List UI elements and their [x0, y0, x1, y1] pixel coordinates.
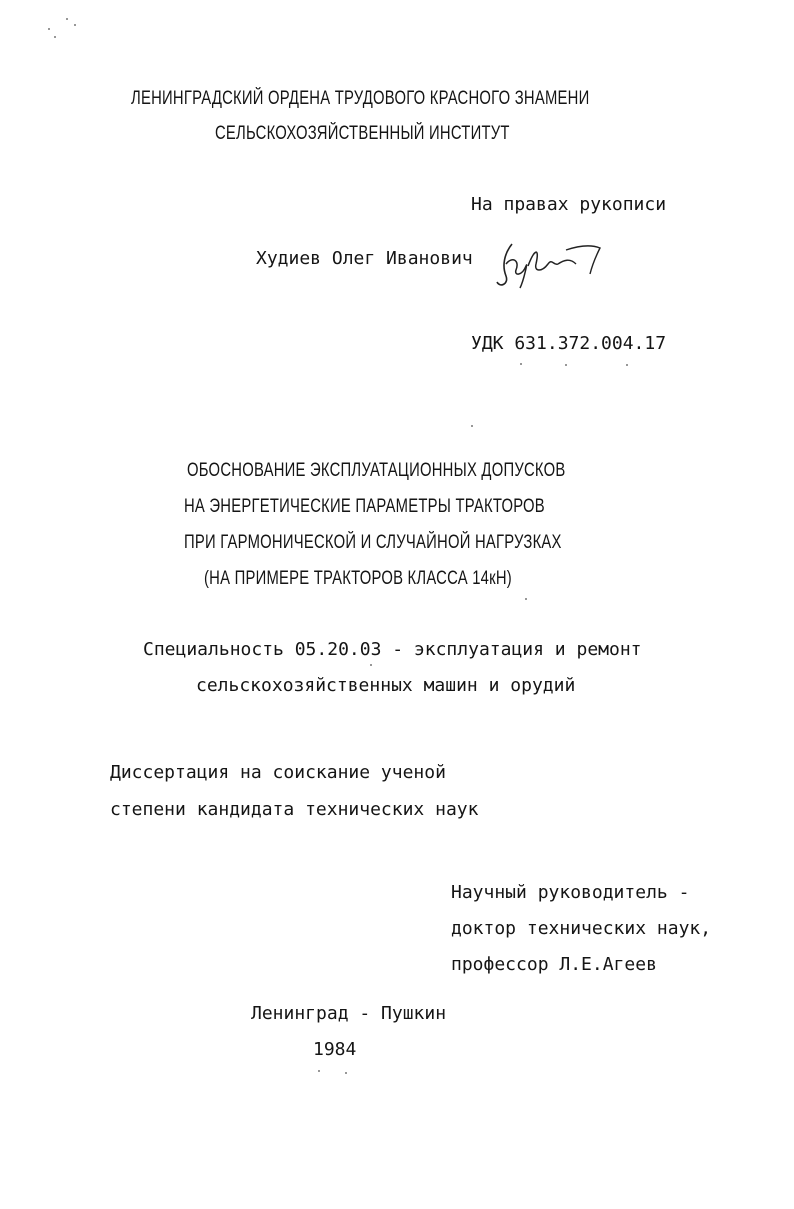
- scan-speck: [525, 598, 527, 600]
- title-line-2: НА ЭНЕРГЕТИЧЕСКИЕ ПАРАМЕТРЫ ТРАКТОРОВ: [184, 496, 545, 517]
- scan-speck: [345, 1072, 347, 1074]
- scan-speck: [565, 364, 567, 366]
- author-signature-icon: [494, 236, 606, 294]
- specialty-line-2: сельскохозяйственных машин и орудий: [196, 675, 576, 696]
- dissertation-line-2: степени кандидата технических наук: [110, 799, 479, 820]
- scan-speck: [48, 28, 50, 30]
- specialty-line-1: Специальность 05.20.03 - эксплуатация и ремонт: [143, 639, 642, 660]
- scan-speck: [74, 24, 76, 26]
- place: Ленинград - Пушкин: [251, 1003, 447, 1024]
- supervisor-line-3: профессор Л.Е.Агеев: [451, 954, 657, 975]
- scan-speck: [520, 363, 522, 365]
- year: 1984: [313, 1039, 357, 1060]
- manuscript-note: На правах рукописи: [471, 194, 667, 215]
- scan-speck: [318, 1070, 320, 1072]
- title-line-4: (НА ПРИМЕРЕ ТРАКТОРОВ КЛАССА 14кН): [204, 568, 512, 589]
- scan-speck: [66, 18, 68, 20]
- title-line-1: ОБОСНОВАНИЕ ЭКСПЛУАТАЦИОННЫХ ДОПУСКОВ: [187, 460, 566, 481]
- scan-speck: [626, 364, 628, 366]
- institute-name-line-1: ЛЕНИНГРАДСКИЙ ОРДЕНА ТРУДОВОГО КРАСНОГО ЗНАМЕНИ: [131, 88, 590, 109]
- institute-name-line-2: СЕЛЬСКОХОЗЯЙСТВЕННЫЙ ИНСТИТУТ: [215, 123, 510, 144]
- title-line-3: ПРИ ГАРМОНИЧЕСКОЙ И СЛУЧАЙНОЙ НАГРУЗКАХ: [184, 532, 562, 553]
- dissertation-line-1: Диссертация на соискание ученой: [110, 762, 446, 783]
- scan-speck: [471, 425, 473, 427]
- scan-speck: [54, 36, 56, 38]
- udc-code: УДК 631.372.004.17: [471, 333, 667, 354]
- supervisor-line-2: доктор технических наук,: [451, 918, 712, 939]
- author-name: Худиев Олег Иванович: [256, 248, 473, 269]
- supervisor-line-1: Научный руководитель -: [451, 882, 690, 903]
- scan-speck: [370, 664, 372, 666]
